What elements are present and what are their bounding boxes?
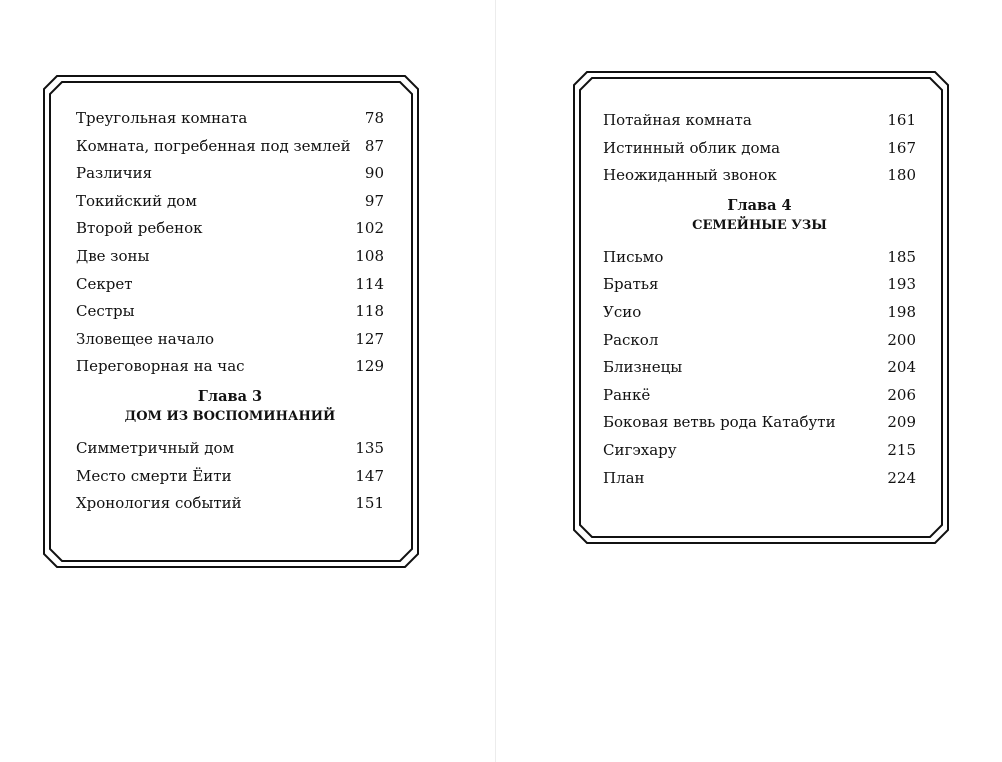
toc-entry-page-number: 108 xyxy=(355,246,384,265)
toc-entry xyxy=(76,105,384,133)
toc-entry-title: Раскол xyxy=(603,330,659,349)
toc-entry-title: Потайная комната xyxy=(603,111,752,129)
toc-entry-page-number: 204 xyxy=(887,358,916,377)
toc-entry-page-number: 129 xyxy=(355,357,384,376)
toc-entry-page-number: 209 xyxy=(887,413,916,432)
toc-group-bottom-right xyxy=(603,244,916,492)
toc-entry-title: Неожиданный звонок xyxy=(603,166,777,185)
toc-entry xyxy=(603,409,916,437)
toc-entry-title: Близнецы xyxy=(603,358,683,377)
left-page xyxy=(0,0,495,762)
toc-entry xyxy=(603,382,916,410)
toc-entry-title: Ранкё xyxy=(603,385,651,404)
toc-entry xyxy=(76,215,384,243)
toc-entry-title: Место смерти Ёити xyxy=(76,466,232,485)
toc-entry-title: Переговорная на час xyxy=(76,357,245,376)
toc-entry-page-number: 90 xyxy=(364,164,384,183)
toc-entry xyxy=(603,162,916,190)
toc-entry-page-number: 198 xyxy=(887,302,916,321)
toc-entry-page-number: 102 xyxy=(355,219,384,238)
toc-entry-page-number: 87 xyxy=(364,136,384,155)
toc-entry xyxy=(76,243,384,271)
toc-entry xyxy=(603,107,916,135)
chapter-name: СЕМЕЙНЫЕ УЗЫ xyxy=(692,217,827,233)
toc-entry-title: Симметричный дом xyxy=(76,438,235,457)
toc-entry-page-number: 97 xyxy=(364,191,384,210)
chapter-label: Глава 4 xyxy=(727,196,792,214)
toc-entry-page-number: 185 xyxy=(887,247,916,266)
toc-entry-title: Различия xyxy=(76,164,153,183)
toc-entry-title: Усио xyxy=(603,302,642,321)
chapter-label: Глава 3 xyxy=(197,387,263,405)
toc-entry-page-number: 215 xyxy=(887,440,916,459)
toc-entry xyxy=(76,298,384,326)
chapter-name: ДОМ ИЗ ВОСПОМИНАНИЙ xyxy=(124,408,336,424)
toc-group-top-right xyxy=(603,107,916,190)
toc-entry-title: Второй ребенок xyxy=(76,219,203,238)
toc-entry xyxy=(603,135,916,163)
toc-entry-page-number: 147 xyxy=(355,466,384,485)
toc-entry-page-number: 118 xyxy=(355,302,384,321)
chapter-heading-4 xyxy=(603,196,916,236)
toc-entry xyxy=(603,271,916,299)
toc-entry xyxy=(603,244,916,272)
toc-entry-title: Зловещее начало xyxy=(76,329,215,348)
toc-entry-title: Письмо xyxy=(603,247,664,266)
toc-entry-page-number: 151 xyxy=(355,494,384,513)
toc-entry xyxy=(76,490,384,518)
right-page xyxy=(496,0,1002,762)
toc-entry-title: Треугольная комната xyxy=(76,109,248,127)
toc-entry-page-number: 161 xyxy=(887,111,916,129)
toc-list-left xyxy=(76,105,384,518)
toc-entry-page-number: 200 xyxy=(887,330,916,349)
toc-entry-page-number: 114 xyxy=(355,274,384,293)
toc-group-bottom-left xyxy=(76,435,384,518)
toc-entry xyxy=(76,463,384,491)
toc-entry xyxy=(603,299,916,327)
toc-entry-page-number: 78 xyxy=(364,109,384,127)
toc-entry xyxy=(76,435,384,463)
toc-entry-page-number: 206 xyxy=(887,385,916,404)
toc-entry-page-number: 135 xyxy=(355,438,384,457)
toc-entry xyxy=(76,160,384,188)
toc-entry xyxy=(603,437,916,465)
toc-entry xyxy=(76,353,384,381)
toc-entry xyxy=(603,354,916,382)
toc-entry-title: Боковая ветвь рода Катабути xyxy=(603,413,836,432)
toc-entry xyxy=(76,133,384,161)
toc-entry-page-number: 127 xyxy=(355,329,384,348)
toc-entry-title: Сигэхару xyxy=(603,440,677,459)
toc-entry-title: Сестры xyxy=(76,302,135,321)
toc-entry xyxy=(603,327,916,355)
toc-group-top-left xyxy=(76,105,384,381)
toc-entry-title: Секрет xyxy=(76,274,133,293)
toc-list-right xyxy=(603,107,916,492)
chapter-heading-3 xyxy=(76,387,384,427)
toc-entry-title: Истинный облик дома xyxy=(603,138,781,157)
toc-entry-title: План xyxy=(603,468,645,487)
toc-entry-title: Комната, погребенная под землей xyxy=(76,136,351,155)
toc-entry xyxy=(603,465,916,493)
toc-entry-page-number: 224 xyxy=(887,468,916,487)
toc-entry-title: Братья xyxy=(603,275,659,294)
toc-entry-title: Две зоны xyxy=(76,246,150,265)
toc-entry-page-number: 193 xyxy=(887,275,916,294)
toc-entry-page-number: 167 xyxy=(887,138,916,157)
toc-entry-title: Хронология событий xyxy=(76,494,242,513)
toc-entry xyxy=(76,326,384,354)
toc-entry xyxy=(76,271,384,299)
toc-entry-title: Токийский дом xyxy=(76,191,197,210)
toc-entry xyxy=(76,188,384,216)
toc-entry-page-number: 180 xyxy=(887,166,916,185)
